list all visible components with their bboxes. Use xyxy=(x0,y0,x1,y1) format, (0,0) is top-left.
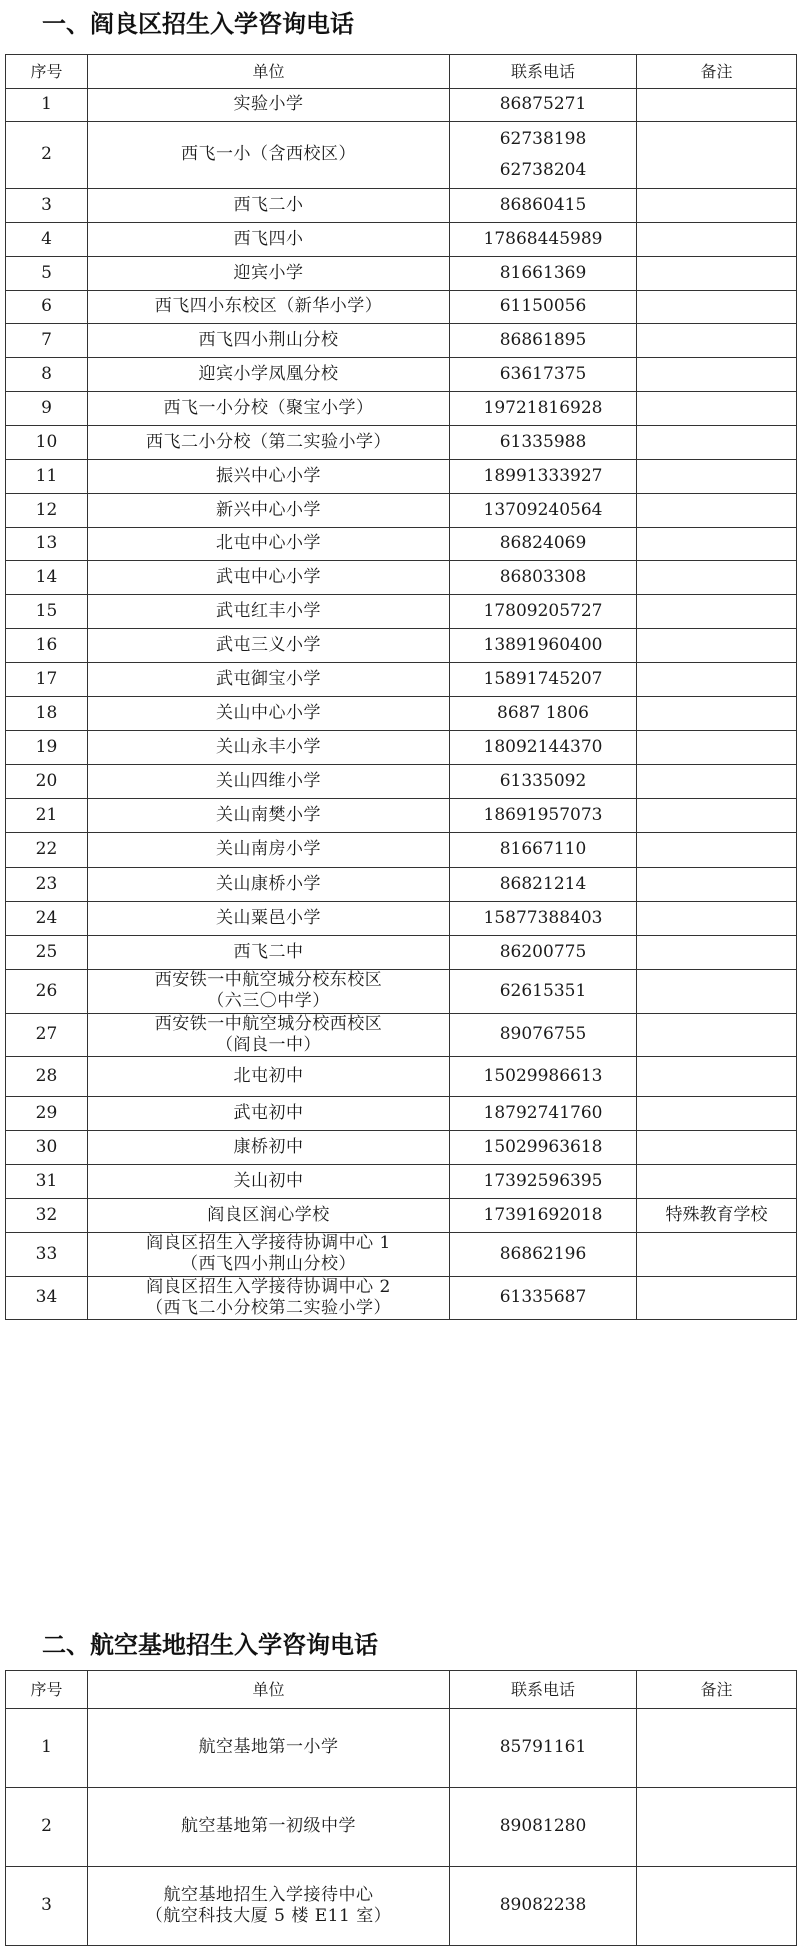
row-index: 25 xyxy=(6,936,88,970)
phone-number xyxy=(450,970,637,1014)
table-row xyxy=(6,223,797,257)
table-row xyxy=(6,697,797,731)
unit-line: 康桥初中 xyxy=(233,1136,304,1157)
unit-line: 迎宾小学凤凰分校 xyxy=(198,363,339,384)
note-cell xyxy=(637,902,797,936)
phone-number xyxy=(450,561,637,595)
phone-line: 18991333927 xyxy=(483,465,603,486)
unit-name xyxy=(88,1709,450,1788)
unit-name xyxy=(88,1276,450,1320)
unit-line: 北屯中心小学 xyxy=(216,533,321,554)
unit-name xyxy=(88,426,450,460)
unit-line: 西飞四小荆山分校 xyxy=(198,329,339,350)
table-row xyxy=(6,629,797,663)
unit-name xyxy=(88,1199,450,1233)
unit-line: 航空基地招生入学接待中心 xyxy=(163,1884,374,1905)
phone-line: 15891745207 xyxy=(483,668,603,689)
row-index: 2 xyxy=(6,1788,88,1867)
unit-name xyxy=(88,392,450,426)
phone-number xyxy=(450,223,637,257)
table-row xyxy=(6,426,797,460)
unit-line: 武屯三义小学 xyxy=(216,634,321,655)
unit-name xyxy=(88,1131,450,1165)
unit-line: （西飞二小分校第二实验小学） xyxy=(146,1297,391,1318)
phone-number xyxy=(450,765,637,799)
unit-line: 西安铁一中航空城分校西校区 xyxy=(154,1013,383,1034)
phone-line: 61335687 xyxy=(499,1287,587,1308)
unit-line: 北屯初中 xyxy=(233,1065,304,1086)
row-index: 31 xyxy=(6,1165,88,1199)
phone-number xyxy=(450,1057,637,1097)
phone-line: 89076755 xyxy=(499,1024,587,1045)
note-cell xyxy=(637,426,797,460)
phone-line: 62615351 xyxy=(499,980,587,1001)
unit-name xyxy=(88,833,450,868)
phone-line: 62738198 xyxy=(499,128,587,149)
row-index: 30 xyxy=(6,1131,88,1165)
row-index: 4 xyxy=(6,223,88,257)
note-cell xyxy=(637,291,797,324)
phone-number xyxy=(450,868,637,902)
note-cell xyxy=(637,358,797,392)
note-cell xyxy=(637,868,797,902)
note-cell xyxy=(637,1131,797,1165)
note-cell xyxy=(637,460,797,494)
note-cell xyxy=(637,1788,797,1867)
phone-line: 18691957073 xyxy=(483,804,603,825)
unit-line: 实验小学 xyxy=(233,94,304,115)
row-index: 11 xyxy=(6,460,88,494)
note-cell xyxy=(637,189,797,223)
note-cell: 特殊教育学校 xyxy=(637,1199,797,1233)
phone-number xyxy=(450,1867,637,1946)
phone-number xyxy=(450,122,637,189)
note-cell xyxy=(637,223,797,257)
table-row xyxy=(6,392,797,426)
note-cell xyxy=(637,257,797,291)
note-cell xyxy=(637,936,797,970)
table-row xyxy=(6,1131,797,1165)
row-index: 3 xyxy=(6,189,88,223)
phone-number xyxy=(450,528,637,561)
table-row xyxy=(6,970,797,1014)
unit-name xyxy=(88,902,450,936)
table-row xyxy=(6,1057,797,1097)
phone-number xyxy=(450,799,637,833)
unit-line: 关山初中 xyxy=(233,1170,304,1191)
note-cell xyxy=(637,1097,797,1131)
phone-number xyxy=(450,595,637,629)
header-phone: 联系电话 xyxy=(450,1671,637,1709)
section-title-yanliang: 一、阎良区招生入学咨询电话 xyxy=(42,10,354,38)
table-row xyxy=(6,1199,797,1233)
phone-number xyxy=(450,89,637,122)
phone-line: 81661369 xyxy=(499,262,587,283)
phone-number xyxy=(450,1165,637,1199)
phone-line: 89081280 xyxy=(499,1816,587,1837)
phone-number xyxy=(450,1788,637,1867)
row-index: 34 xyxy=(6,1276,88,1320)
table-row xyxy=(6,902,797,936)
unit-line: 西飞二中 xyxy=(233,941,304,962)
table-row xyxy=(6,494,797,528)
unit-name xyxy=(88,970,450,1014)
note-cell xyxy=(637,595,797,629)
phone-number xyxy=(450,324,637,358)
unit-name xyxy=(88,1013,450,1057)
row-index: 5 xyxy=(6,257,88,291)
note-cell xyxy=(637,122,797,189)
note-cell xyxy=(637,799,797,833)
table-row xyxy=(6,731,797,765)
row-index: 23 xyxy=(6,868,88,902)
row-index: 19 xyxy=(6,731,88,765)
note-cell xyxy=(637,1165,797,1199)
phone-line: 19721816928 xyxy=(483,397,603,418)
table-row xyxy=(6,1709,797,1788)
row-index: 17 xyxy=(6,663,88,697)
phone-line: 13709240564 xyxy=(483,499,603,520)
table-row xyxy=(6,1867,797,1946)
phone-line: 61150056 xyxy=(499,296,587,317)
phone-number xyxy=(450,1097,637,1131)
unit-name xyxy=(88,324,450,358)
unit-line: 阎良区招生入学接待协调中心 2 xyxy=(146,1276,391,1297)
header-unit: 单位 xyxy=(88,1671,450,1709)
unit-name xyxy=(88,1057,450,1097)
phone-line: 86803308 xyxy=(499,566,587,587)
table-row xyxy=(6,324,797,358)
unit-line: 关山粟邑小学 xyxy=(216,907,321,928)
row-index: 10 xyxy=(6,426,88,460)
phone-line: 62738204 xyxy=(499,160,587,180)
phone-line: 86861895 xyxy=(499,329,587,350)
row-index: 28 xyxy=(6,1057,88,1097)
unit-name xyxy=(88,358,450,392)
note-cell xyxy=(637,494,797,528)
phone-number xyxy=(450,1276,637,1320)
unit-name xyxy=(88,595,450,629)
phone-line: 86200775 xyxy=(499,941,587,962)
phone-line: 17392596395 xyxy=(483,1170,603,1191)
table-row xyxy=(6,936,797,970)
note-cell xyxy=(637,561,797,595)
row-index: 29 xyxy=(6,1097,88,1131)
unit-line: 关山永丰小学 xyxy=(216,736,321,757)
unit-name xyxy=(88,89,450,122)
note-cell xyxy=(637,324,797,358)
phone-number xyxy=(450,663,637,697)
phone-number xyxy=(450,697,637,731)
phone-line: 86824069 xyxy=(499,533,587,554)
table-row xyxy=(6,799,797,833)
unit-name xyxy=(88,1165,450,1199)
table-row xyxy=(6,122,797,189)
aviation-base-contact-table xyxy=(5,1670,797,1946)
table-row xyxy=(6,833,797,868)
unit-name xyxy=(88,528,450,561)
unit-name xyxy=(88,629,450,663)
phone-number xyxy=(450,460,637,494)
phone-line: 13891960400 xyxy=(483,634,603,655)
unit-line: 西飞四小东校区（新华小学） xyxy=(154,296,383,317)
row-index: 8 xyxy=(6,358,88,392)
note-cell xyxy=(637,528,797,561)
unit-line: 关山四维小学 xyxy=(216,770,321,791)
table-row xyxy=(6,868,797,902)
phone-line: 86821214 xyxy=(499,873,587,894)
unit-line: 西飞一小（含西校区） xyxy=(181,144,356,165)
table-row xyxy=(6,765,797,799)
table-row xyxy=(6,561,797,595)
note-cell xyxy=(637,1867,797,1946)
row-index: 12 xyxy=(6,494,88,528)
unit-line: 关山康桥小学 xyxy=(216,873,321,894)
row-index: 15 xyxy=(6,595,88,629)
phone-line: 86875271 xyxy=(499,94,587,115)
note-cell xyxy=(637,765,797,799)
phone-number xyxy=(450,358,637,392)
phone-number xyxy=(450,426,637,460)
unit-line: 武屯中心小学 xyxy=(216,566,321,587)
phone-number xyxy=(450,1709,637,1788)
unit-line: （西飞四小荆山分校） xyxy=(181,1254,356,1275)
unit-line: 关山南樊小学 xyxy=(216,804,321,825)
phone-line: 61335092 xyxy=(499,770,587,791)
row-index: 1 xyxy=(6,89,88,122)
phone-number xyxy=(450,629,637,663)
unit-line: 阎良区招生入学接待协调中心 1 xyxy=(146,1233,391,1253)
table-row xyxy=(6,291,797,324)
phone-line: 89082238 xyxy=(499,1895,587,1916)
phone-line: 81667110 xyxy=(499,839,587,860)
phone-line: 86862196 xyxy=(499,1243,587,1264)
header-index: 序号 xyxy=(6,1671,88,1709)
phone-number xyxy=(450,1013,637,1057)
phone-number xyxy=(450,833,637,868)
unit-name xyxy=(88,1097,450,1131)
note-cell xyxy=(637,970,797,1014)
unit-line: 关山中心小学 xyxy=(216,702,321,723)
unit-line: 西飞四小 xyxy=(233,228,304,249)
unit-line: 西飞一小分校（聚宝小学） xyxy=(163,397,374,418)
unit-line: 迎宾小学 xyxy=(233,262,304,283)
row-index: 14 xyxy=(6,561,88,595)
header-note: 备注 xyxy=(637,1671,797,1709)
unit-name xyxy=(88,257,450,291)
unit-name xyxy=(88,663,450,697)
note-cell xyxy=(637,1013,797,1057)
row-index: 20 xyxy=(6,765,88,799)
phone-line: 85791161 xyxy=(499,1737,587,1758)
unit-line: （航空科技大厦 5 楼 E11 室） xyxy=(145,1906,392,1926)
phone-number xyxy=(450,494,637,528)
phone-number xyxy=(450,291,637,324)
table-header-row xyxy=(6,1671,797,1709)
phone-line: 18792741760 xyxy=(483,1102,603,1123)
phone-line: 15029963618 xyxy=(483,1136,603,1157)
unit-name xyxy=(88,868,450,902)
note-cell xyxy=(637,697,797,731)
phone-number xyxy=(450,902,637,936)
phone-line: 63617375 xyxy=(499,363,587,384)
header-index: 序号 xyxy=(6,55,88,89)
table-row xyxy=(6,89,797,122)
note-cell xyxy=(637,1276,797,1320)
phone-number xyxy=(450,1199,637,1233)
table-row xyxy=(6,1233,797,1277)
table-row xyxy=(6,1013,797,1057)
unit-line: 西飞二小分校（第二实验小学） xyxy=(146,431,391,452)
phone-line: 17391692018 xyxy=(483,1204,603,1225)
note-cell xyxy=(637,392,797,426)
unit-line: （阎良一中） xyxy=(216,1034,321,1055)
table-row xyxy=(6,358,797,392)
row-index: 27 xyxy=(6,1013,88,1057)
row-index: 1 xyxy=(6,1709,88,1788)
phone-line: 15029986613 xyxy=(483,1065,603,1086)
table-row xyxy=(6,257,797,291)
phone-number xyxy=(450,392,637,426)
table-row xyxy=(6,1788,797,1867)
unit-name xyxy=(88,697,450,731)
unit-name xyxy=(88,1788,450,1867)
unit-line: （六三〇中学） xyxy=(207,991,330,1012)
row-index: 26 xyxy=(6,970,88,1014)
phone-line: 18092144370 xyxy=(483,736,603,757)
table-row xyxy=(6,663,797,697)
unit-line: 武屯初中 xyxy=(233,1102,304,1123)
unit-line: 关山南房小学 xyxy=(216,839,321,860)
note-cell xyxy=(637,629,797,663)
row-index: 18 xyxy=(6,697,88,731)
header-phone: 联系电话 xyxy=(450,55,637,89)
unit-line: 阎良区润心学校 xyxy=(207,1204,330,1225)
note-cell xyxy=(637,1233,797,1277)
note-cell xyxy=(637,1709,797,1788)
row-index: 3 xyxy=(6,1867,88,1946)
yanliang-contact-table xyxy=(5,54,797,1320)
phone-line: 15877388403 xyxy=(483,907,603,928)
unit-line: 西安铁一中航空城分校东校区 xyxy=(154,970,383,990)
unit-line: 武屯御宝小学 xyxy=(216,668,321,689)
unit-name xyxy=(88,936,450,970)
note-cell xyxy=(637,1057,797,1097)
row-index: 33 xyxy=(6,1233,88,1277)
phone-number xyxy=(450,731,637,765)
phone-number xyxy=(450,189,637,223)
phone-number xyxy=(450,936,637,970)
table-row xyxy=(6,595,797,629)
header-note: 备注 xyxy=(637,55,797,89)
note-cell xyxy=(637,663,797,697)
row-index: 22 xyxy=(6,833,88,868)
note-cell xyxy=(637,833,797,868)
row-index: 7 xyxy=(6,324,88,358)
phone-line: 8687 1806 xyxy=(497,702,589,723)
unit-name xyxy=(88,189,450,223)
row-index: 13 xyxy=(6,528,88,561)
row-index: 21 xyxy=(6,799,88,833)
section-title-aviation-base: 二、航空基地招生入学咨询电话 xyxy=(42,1631,378,1659)
row-index: 24 xyxy=(6,902,88,936)
unit-line: 武屯红丰小学 xyxy=(216,600,321,621)
phone-line: 17809205727 xyxy=(483,600,603,621)
unit-line: 航空基地第一小学 xyxy=(198,1737,339,1758)
unit-name xyxy=(88,799,450,833)
unit-name xyxy=(88,561,450,595)
row-index: 6 xyxy=(6,291,88,324)
table-row xyxy=(6,528,797,561)
table-row xyxy=(6,460,797,494)
unit-name xyxy=(88,494,450,528)
row-index: 9 xyxy=(6,392,88,426)
unit-name xyxy=(88,1867,450,1946)
table-header-row xyxy=(6,55,797,89)
unit-name xyxy=(88,460,450,494)
table-row xyxy=(6,1276,797,1320)
phone-line: 17868445989 xyxy=(483,228,603,249)
row-index: 16 xyxy=(6,629,88,663)
header-unit: 单位 xyxy=(88,55,450,89)
unit-name xyxy=(88,1233,450,1277)
unit-name xyxy=(88,291,450,324)
unit-line: 西飞二小 xyxy=(233,194,304,215)
phone-line: 86860415 xyxy=(499,194,587,215)
phone-number xyxy=(450,1233,637,1277)
phone-number xyxy=(450,1131,637,1165)
unit-line: 航空基地第一初级中学 xyxy=(181,1816,356,1837)
phone-line: 61335988 xyxy=(499,431,587,452)
note-cell xyxy=(637,89,797,122)
unit-name xyxy=(88,731,450,765)
unit-line: 新兴中心小学 xyxy=(216,499,321,520)
unit-line: 振兴中心小学 xyxy=(216,465,321,486)
phone-number xyxy=(450,257,637,291)
note-cell xyxy=(637,731,797,765)
row-index: 32 xyxy=(6,1199,88,1233)
table-row xyxy=(6,189,797,223)
table-row xyxy=(6,1165,797,1199)
unit-name xyxy=(88,223,450,257)
row-index: 2 xyxy=(6,122,88,189)
unit-name xyxy=(88,765,450,799)
table-row xyxy=(6,1097,797,1131)
unit-name xyxy=(88,122,450,189)
